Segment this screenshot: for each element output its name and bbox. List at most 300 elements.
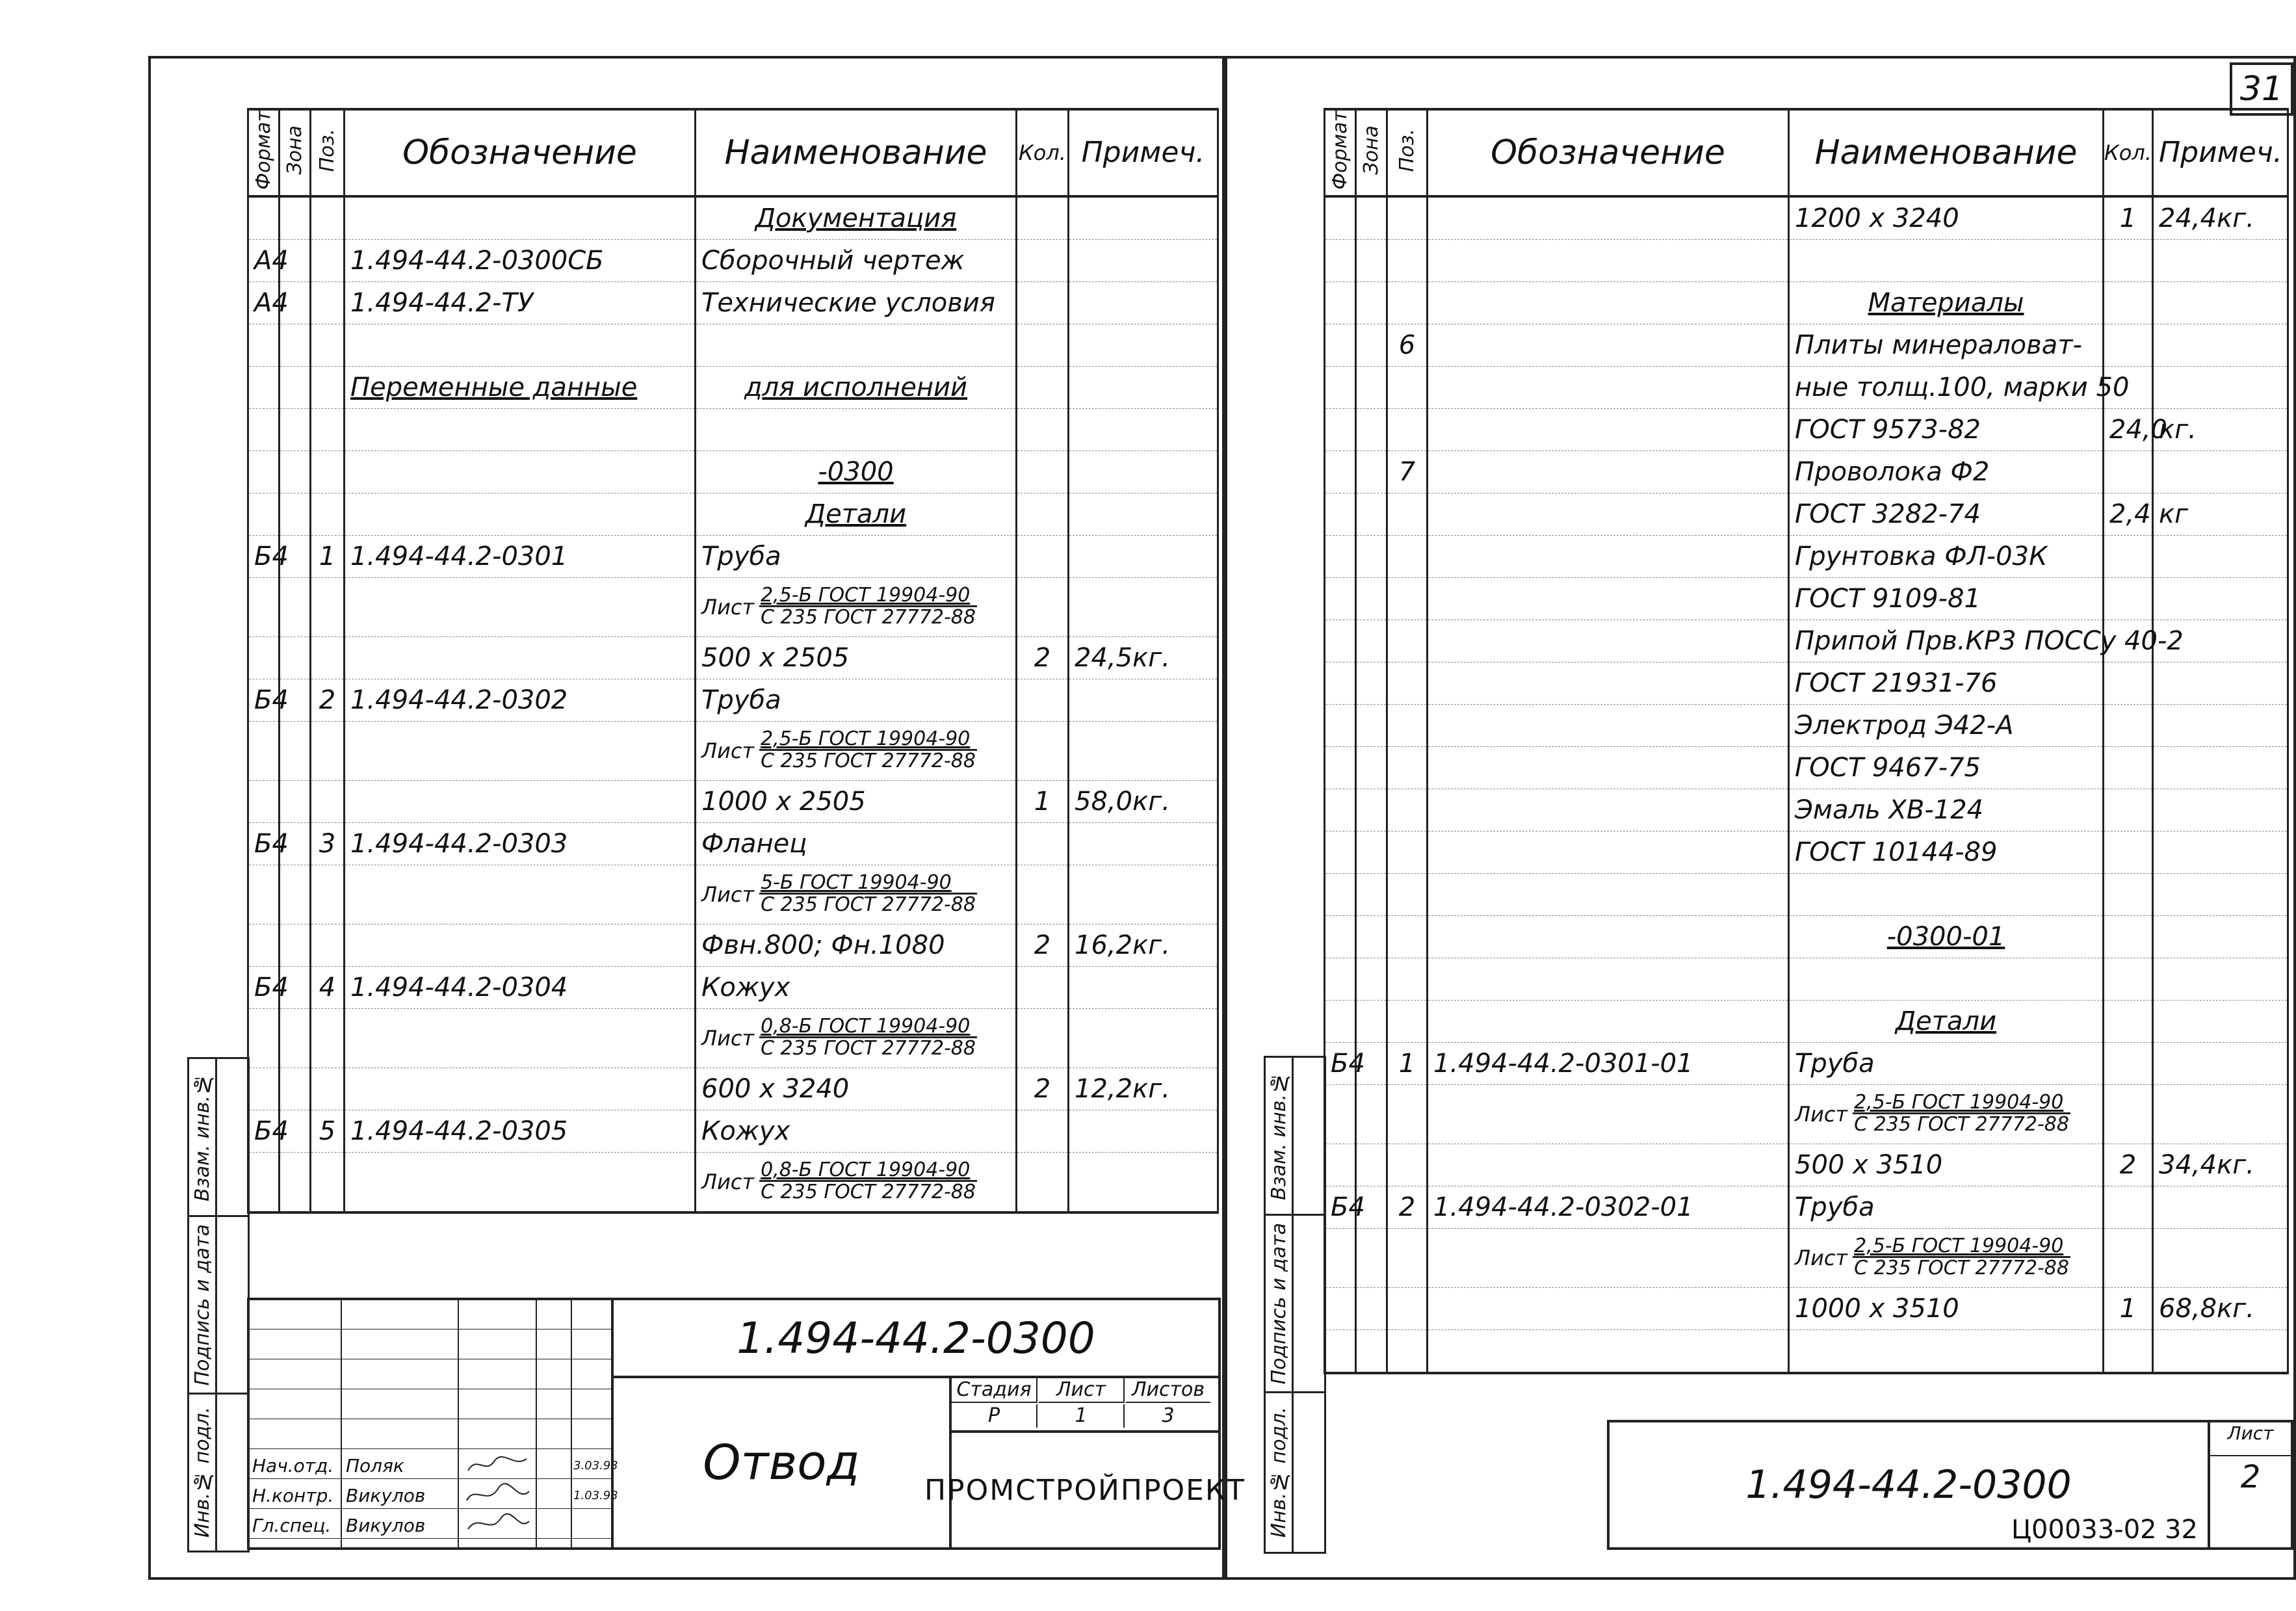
cell-note-text: 24,4кг. bbox=[2159, 203, 2254, 233]
table-row bbox=[248, 535, 1218, 577]
cell-zone bbox=[1356, 196, 1387, 240]
table-row bbox=[248, 822, 1218, 865]
table-row bbox=[248, 966, 1218, 1008]
footer-code: Ц00033-02 bbox=[2011, 1515, 2157, 1545]
cell-note bbox=[2153, 408, 2288, 451]
cell-note bbox=[2153, 239, 2288, 282]
cell-zone bbox=[1356, 1084, 1387, 1144]
cell-name bbox=[696, 324, 1017, 366]
cell-pos bbox=[1387, 1042, 1428, 1084]
table-row bbox=[248, 239, 1218, 282]
side-cell-signature: Подпись и дата bbox=[189, 1217, 248, 1395]
cell-designation bbox=[1428, 704, 1789, 746]
cell-name bbox=[1789, 493, 2104, 535]
cell-designation-text: Переменные данные bbox=[350, 372, 638, 402]
cell-name bbox=[1789, 535, 2104, 577]
cell-designation bbox=[1428, 577, 1789, 620]
cell-zone bbox=[1356, 789, 1387, 831]
cell-note bbox=[1069, 493, 1218, 535]
cell-name-text: Труба bbox=[1795, 1048, 1875, 1079]
cell-name bbox=[1789, 196, 2104, 240]
cell-qty bbox=[2104, 196, 2153, 240]
cell-zone bbox=[1356, 958, 1387, 1000]
cell-qty-text: 2 bbox=[1034, 642, 1051, 673]
table-row bbox=[1325, 789, 2288, 831]
stage-value: Р bbox=[952, 1404, 1037, 1428]
table-row bbox=[1325, 324, 2288, 366]
cell-zone bbox=[1356, 746, 1387, 789]
cell-designation bbox=[345, 324, 696, 366]
cell-format bbox=[1325, 493, 1356, 535]
header-zone: Зона bbox=[1356, 109, 1387, 196]
cell-pos-text: 3 bbox=[319, 828, 336, 859]
cell-note bbox=[2153, 577, 2288, 620]
cell-name bbox=[696, 1152, 1017, 1212]
cell-pos bbox=[1387, 1287, 1428, 1329]
table-row bbox=[248, 1067, 1218, 1110]
cell-pos bbox=[311, 865, 345, 924]
document-code: 1.494-44.2-0300 bbox=[614, 1300, 1218, 1378]
cell-format bbox=[248, 1152, 280, 1212]
cell-pos-text: 6 bbox=[1398, 330, 1416, 360]
signer-name-3: Викулов bbox=[346, 1515, 426, 1536]
table-row bbox=[248, 780, 1218, 822]
table-row bbox=[1325, 1042, 2288, 1084]
header-format: Формат bbox=[1325, 109, 1356, 196]
table-row bbox=[1325, 958, 2288, 1000]
cell-zone bbox=[280, 451, 311, 493]
cell-designation bbox=[345, 408, 696, 451]
cell-name bbox=[1789, 282, 2104, 324]
cell-pos bbox=[311, 451, 345, 493]
cell-zone bbox=[1356, 831, 1387, 873]
cell-format bbox=[1325, 535, 1356, 577]
cell-format bbox=[248, 1067, 280, 1110]
cell-name-text: Фвн.800; Фн.1080 bbox=[701, 930, 945, 960]
fraction-label: Лист bbox=[701, 1169, 755, 1194]
cell-pos bbox=[1387, 366, 1428, 408]
cell-name bbox=[1789, 704, 2104, 746]
cell-qty bbox=[2104, 1228, 2153, 1287]
cell-designation-text: 1.494-44.2-0305 bbox=[350, 1116, 568, 1146]
document-name: Отвод bbox=[614, 1378, 952, 1547]
cell-note bbox=[1069, 780, 1218, 822]
cell-format-text: Б4 bbox=[1331, 1192, 1365, 1222]
cell-qty bbox=[1017, 1152, 1069, 1212]
cell-name bbox=[696, 1067, 1017, 1110]
table-row bbox=[1325, 1000, 2288, 1042]
fraction-numerator: 2,5-Б ГОСТ 19904-90 bbox=[1853, 1237, 2070, 1258]
cell-pos bbox=[1387, 324, 1428, 366]
cell-pos bbox=[311, 822, 345, 865]
cell-zone bbox=[280, 780, 311, 822]
cell-name-text: ные толщ.100, марки 50 bbox=[1795, 372, 2130, 402]
cell-name bbox=[1789, 1186, 2104, 1228]
cell-note bbox=[2153, 873, 2288, 915]
cell-format bbox=[248, 239, 289, 282]
cell-qty bbox=[2104, 535, 2153, 577]
cell-zone bbox=[1356, 704, 1387, 746]
cell-zone bbox=[280, 721, 311, 780]
cell-designation bbox=[345, 1008, 696, 1067]
fraction-denominator: С 235 ГОСТ 27772-88 bbox=[761, 606, 976, 629]
cell-name bbox=[696, 239, 1017, 282]
cell-designation bbox=[345, 780, 696, 822]
cell-designation bbox=[345, 535, 696, 577]
fraction-numerator: 2,5-Б ГОСТ 19904-90 bbox=[759, 586, 977, 607]
cell-designation bbox=[1428, 196, 1789, 240]
cell-qty bbox=[1017, 324, 1069, 366]
cell-qty-text: 2 bbox=[2119, 1149, 2137, 1180]
cell-pos bbox=[1387, 239, 1428, 282]
cell-zone bbox=[1356, 915, 1387, 958]
cell-pos-text: 1 bbox=[319, 541, 336, 571]
table-row bbox=[248, 924, 1218, 966]
cell-pos bbox=[1387, 915, 1428, 958]
cell-format bbox=[1325, 577, 1356, 620]
cell-designation-text: 1.494-44.2-0304 bbox=[350, 972, 568, 1002]
cell-format bbox=[1325, 704, 1356, 746]
fraction-denominator: С 235 ГОСТ 27772-88 bbox=[1854, 1257, 2069, 1280]
cell-designation bbox=[1428, 915, 1789, 958]
cell-zone bbox=[280, 1152, 311, 1212]
cell-name-text: Эмаль ХВ-124 bbox=[1795, 794, 1984, 825]
table-row bbox=[1325, 662, 2288, 704]
cell-pos-text: 1 bbox=[1398, 1048, 1416, 1079]
cell-pos bbox=[311, 493, 345, 535]
cell-name bbox=[696, 535, 1017, 577]
cell-note bbox=[1069, 196, 1218, 240]
cell-note-text: кг. bbox=[2159, 414, 2197, 445]
cell-format bbox=[1325, 1042, 1365, 1084]
signer-role-2: Н.контр. bbox=[252, 1485, 334, 1506]
cell-qty bbox=[1017, 822, 1069, 865]
cell-designation bbox=[345, 924, 696, 966]
cell-qty bbox=[2104, 451, 2153, 493]
cell-note bbox=[2153, 704, 2288, 746]
cell-designation-text: 1.494-44.2-0303 bbox=[350, 828, 568, 859]
cell-pos bbox=[311, 239, 345, 282]
cell-name-text: ГОСТ 21931-76 bbox=[1795, 668, 1998, 698]
cell-pos bbox=[1387, 196, 1428, 240]
cell-format bbox=[1325, 451, 1356, 493]
cell-pos-text: 2 bbox=[1398, 1192, 1416, 1222]
cell-name-text: ГОСТ 9109-81 bbox=[1795, 583, 1981, 614]
cell-format bbox=[1325, 196, 1356, 240]
cell-format bbox=[1325, 1329, 1356, 1373]
cell-note bbox=[1069, 1008, 1218, 1067]
cell-qty bbox=[2104, 1144, 2153, 1186]
cell-note-text: 34,4кг. bbox=[2159, 1149, 2254, 1180]
cell-zone bbox=[280, 636, 311, 679]
cell-name bbox=[1789, 1000, 2104, 1042]
cell-name-text: -0300-01 bbox=[1886, 921, 2005, 952]
signer-name-1: Поляк bbox=[346, 1455, 404, 1476]
table-row bbox=[1325, 873, 2288, 915]
cell-name bbox=[1789, 324, 2104, 366]
cell-pos bbox=[311, 535, 345, 577]
cell-name-text: Документация bbox=[755, 203, 957, 233]
cell-note bbox=[1069, 966, 1218, 1008]
sheet-label: Лист bbox=[1039, 1378, 1125, 1403]
cell-qty-text: 2,4 bbox=[2109, 499, 2151, 529]
cell-pos bbox=[1387, 789, 1428, 831]
cell-format-text: Б4 bbox=[254, 685, 289, 715]
cell-note bbox=[1069, 408, 1218, 451]
table-row bbox=[1325, 408, 2288, 451]
table-row bbox=[1325, 704, 2288, 746]
cell-qty bbox=[2104, 577, 2153, 620]
page-number: 31 bbox=[2230, 62, 2293, 116]
cell-note bbox=[2153, 1186, 2288, 1228]
spec-body-left bbox=[248, 196, 1218, 1212]
cell-zone bbox=[1356, 577, 1387, 620]
cell-pos-text: 2 bbox=[319, 685, 336, 715]
cell-designation-text: 1.494-44.2-0301-01 bbox=[1433, 1048, 1693, 1079]
header-format: Формат bbox=[248, 109, 280, 196]
table-row bbox=[248, 324, 1218, 366]
cell-designation bbox=[1428, 746, 1789, 789]
cell-zone bbox=[280, 1067, 311, 1110]
cell-designation bbox=[1428, 493, 1789, 535]
sheet-number: 2 bbox=[2240, 1459, 2261, 1495]
table-row bbox=[1325, 577, 2288, 620]
cell-note bbox=[2153, 1042, 2288, 1084]
cell-name-text: Фланец bbox=[701, 828, 807, 859]
table-row bbox=[248, 577, 1218, 636]
sheets-label: Листов bbox=[1126, 1378, 1210, 1403]
cell-designation bbox=[1428, 1287, 1789, 1329]
cell-note-text: кг bbox=[2159, 499, 2189, 529]
table-row bbox=[248, 451, 1218, 493]
cell-pos bbox=[1387, 958, 1428, 1000]
cell-qty bbox=[2104, 704, 2153, 746]
signer-role-1: Нач.отд. bbox=[252, 1455, 334, 1476]
cell-designation bbox=[345, 1152, 696, 1212]
cell-name bbox=[696, 1008, 1017, 1067]
cell-name bbox=[1789, 451, 2104, 493]
cell-note-text: 24,5кг. bbox=[1075, 642, 1170, 673]
cell-note bbox=[1069, 577, 1218, 636]
cell-format bbox=[1325, 746, 1356, 789]
cell-name bbox=[1789, 1084, 2104, 1144]
side-cell-replace: Взам. инв.№ bbox=[1266, 1058, 1324, 1216]
cell-format bbox=[248, 636, 280, 679]
cell-note bbox=[2153, 1144, 2288, 1186]
cell-pos bbox=[311, 636, 345, 679]
cell-format bbox=[248, 966, 289, 1008]
cell-pos-text: 4 bbox=[319, 972, 336, 1002]
cell-name bbox=[1789, 620, 2184, 662]
cell-qty bbox=[2104, 873, 2153, 915]
organization-name: ПРОМСТРОЙПРОЕКТ bbox=[952, 1430, 1218, 1547]
cell-name-text: 1000 х 2505 bbox=[701, 786, 866, 817]
cell-name bbox=[1789, 831, 2104, 873]
cell-name bbox=[696, 636, 1017, 679]
cell-pos bbox=[1387, 535, 1428, 577]
cell-pos bbox=[1387, 493, 1428, 535]
cell-pos bbox=[311, 679, 345, 721]
cell-pos bbox=[1387, 577, 1428, 620]
cell-pos bbox=[1387, 620, 1428, 662]
cell-pos bbox=[311, 1110, 345, 1152]
cell-qty bbox=[1017, 1110, 1069, 1152]
header-note: Примеч. bbox=[1069, 109, 1218, 196]
cell-qty bbox=[1017, 679, 1069, 721]
cell-pos bbox=[1387, 873, 1428, 915]
cell-zone bbox=[1356, 535, 1387, 577]
cell-pos bbox=[1387, 746, 1428, 789]
cell-name bbox=[1789, 577, 2104, 620]
cell-designation bbox=[1428, 408, 1789, 451]
header-designation: Обозначение bbox=[1428, 109, 1789, 196]
cell-note bbox=[2153, 831, 2288, 873]
cell-name bbox=[696, 924, 1017, 966]
cell-pos bbox=[1387, 1144, 1428, 1186]
cell-name bbox=[1789, 1287, 2104, 1329]
cell-name bbox=[696, 408, 1017, 451]
cell-format bbox=[248, 679, 289, 721]
table-row bbox=[248, 636, 1218, 679]
cell-qty bbox=[2104, 1042, 2153, 1084]
cell-name bbox=[1789, 1329, 2104, 1373]
cell-name bbox=[1789, 1144, 2104, 1186]
cell-zone bbox=[1356, 1228, 1387, 1287]
cell-designation-text: 1.494-44.2-0301 bbox=[350, 541, 568, 571]
cell-qty bbox=[2104, 324, 2153, 366]
cell-note bbox=[1069, 679, 1218, 721]
cell-note bbox=[1069, 822, 1218, 865]
stage-label: Стадия bbox=[952, 1378, 1037, 1403]
cell-qty bbox=[1017, 924, 1069, 966]
cell-note-text: 68,8кг. bbox=[2159, 1293, 2254, 1324]
cell-name-text: 600 х 3240 bbox=[701, 1073, 850, 1104]
table-row bbox=[248, 865, 1218, 924]
cell-designation bbox=[345, 636, 696, 679]
side-strip-left bbox=[187, 1057, 250, 1552]
cell-pos bbox=[1387, 704, 1428, 746]
cell-qty bbox=[1017, 239, 1069, 282]
cell-qty bbox=[2104, 1084, 2153, 1144]
header-name: Наименование bbox=[1789, 109, 2104, 196]
cell-note-text: 58,0кг. bbox=[1075, 786, 1170, 817]
cell-format bbox=[1325, 324, 1356, 366]
cell-zone bbox=[280, 366, 311, 408]
fraction-denominator: С 235 ГОСТ 27772-88 bbox=[761, 893, 976, 917]
cell-designation bbox=[1428, 620, 1789, 662]
cell-qty bbox=[2104, 789, 2153, 831]
cell-format-text: А4 bbox=[254, 287, 289, 318]
cell-qty bbox=[1017, 196, 1069, 240]
cell-qty bbox=[2104, 662, 2153, 704]
cell-pos-text: 5 bbox=[319, 1116, 336, 1146]
cell-format bbox=[1325, 1144, 1356, 1186]
cell-pos bbox=[311, 780, 345, 822]
cell-designation bbox=[1428, 239, 1789, 282]
table-row bbox=[1325, 620, 2288, 662]
cell-zone bbox=[1356, 620, 1387, 662]
cell-designation bbox=[1428, 1329, 1789, 1373]
cell-qty bbox=[1017, 721, 1069, 780]
table-row bbox=[248, 196, 1218, 240]
cell-designation bbox=[1428, 831, 1789, 873]
fraction-label: Лист bbox=[1795, 1245, 1848, 1270]
cell-pos bbox=[311, 324, 345, 366]
cell-zone bbox=[1356, 451, 1387, 493]
cell-zone bbox=[280, 324, 311, 366]
cell-pos bbox=[1387, 1084, 1428, 1144]
cell-designation-text: 1.494-44.2-0302 bbox=[350, 685, 568, 715]
cell-zone bbox=[1356, 282, 1387, 324]
table-header bbox=[248, 109, 1218, 196]
cell-format-text: Б4 bbox=[254, 972, 289, 1002]
cell-pos bbox=[1387, 1329, 1428, 1373]
cell-zone bbox=[1356, 1287, 1387, 1329]
cell-name bbox=[696, 822, 1017, 865]
table-header bbox=[1325, 109, 2288, 196]
handwritten-signatures bbox=[462, 1448, 533, 1543]
fraction-denominator: С 235 ГОСТ 27772-88 bbox=[761, 1181, 976, 1204]
cell-name bbox=[1789, 915, 2104, 958]
cell-pos bbox=[311, 721, 345, 780]
table-row bbox=[1325, 1228, 2288, 1287]
spec-table-right bbox=[1324, 108, 2289, 1374]
cell-zone bbox=[280, 196, 311, 240]
side-cell-original: Инв.№ подл. bbox=[189, 1395, 248, 1551]
cell-qty bbox=[2104, 958, 2153, 1000]
footer-page: 32 bbox=[2165, 1515, 2198, 1545]
cell-format bbox=[248, 282, 289, 324]
cell-pos bbox=[1387, 1228, 1428, 1287]
table-row bbox=[1325, 451, 2288, 493]
cell-designation bbox=[345, 1110, 696, 1152]
cell-name bbox=[1789, 366, 2130, 408]
header-designation: Обозначение bbox=[345, 109, 696, 196]
cell-format bbox=[248, 865, 280, 924]
cell-pos bbox=[311, 196, 345, 240]
cell-format bbox=[248, 451, 280, 493]
cell-pos bbox=[311, 1067, 345, 1110]
cell-name-text: Грунтовка ФЛ-03К bbox=[1795, 541, 2048, 571]
fraction-numerator: 0,8-Б ГОСТ 19904-90 bbox=[759, 1160, 977, 1182]
cell-designation bbox=[1428, 873, 1789, 915]
cell-note bbox=[2153, 662, 2288, 704]
header-pos: Поз. bbox=[1387, 109, 1428, 196]
cell-name bbox=[1789, 662, 2104, 704]
cell-zone bbox=[280, 924, 311, 966]
cell-designation bbox=[1428, 535, 1789, 577]
cell-format-text: Б4 bbox=[254, 1116, 289, 1146]
cell-name-text: Труба bbox=[701, 541, 781, 571]
cell-pos-text: 7 bbox=[1398, 456, 1416, 487]
cell-zone bbox=[1356, 1329, 1387, 1373]
left-sheet bbox=[148, 56, 1246, 1580]
cell-note bbox=[2153, 915, 2288, 958]
cell-zone bbox=[280, 493, 311, 535]
sheet-value: 1 bbox=[1039, 1404, 1125, 1428]
cell-format bbox=[248, 780, 280, 822]
fraction-numerator: 0,8-Б ГОСТ 19904-90 bbox=[759, 1017, 977, 1038]
cell-qty-text: 2 bbox=[1034, 930, 1051, 960]
cell-name-text: Кожух bbox=[701, 1116, 790, 1146]
cell-qty bbox=[1017, 451, 1069, 493]
header-zone: Зона bbox=[280, 109, 311, 196]
cell-designation bbox=[345, 1067, 696, 1110]
cell-designation bbox=[1428, 1042, 1789, 1084]
cell-format bbox=[248, 408, 280, 451]
cell-name-text: ГОСТ 3282-74 bbox=[1795, 499, 1981, 529]
cell-format bbox=[1325, 915, 1356, 958]
